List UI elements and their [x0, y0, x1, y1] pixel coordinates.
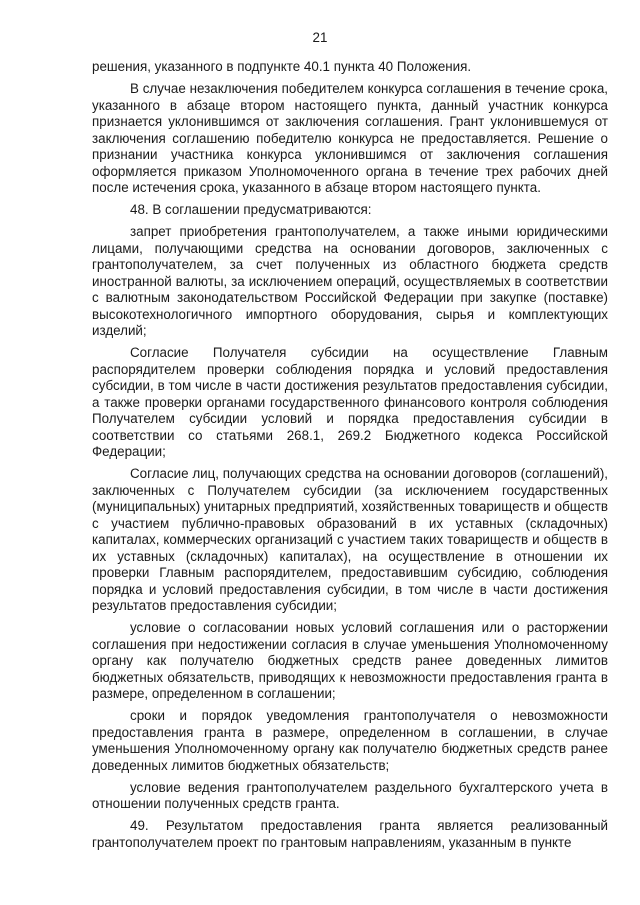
- paragraph-third-party-consent: Согласие лиц, получающих средства на основании договоров (соглашений), заключенных с Получателем субсидии (за исключением государственных (муниципальных) унитарных предприятий, хозяйственных товариществ и обществ с участием публично-правовых образований в их уставных (складочных) капиталах, коммерческих организаций с участием таких товариществ и обществ в их уставных (складочных) капиталах), на осуществление в отношении их проверки Главным распорядителем, предоставившим субсидию, соблюдения порядка и условий предоставления субсидии, в том числе в части достижения результатов предоставления субсидии;: [92, 466, 608, 613]
- paragraph-recipient-consent: Согласие Получателя субсидии на осуществление Главным распорядителем проверки соблюдения порядка и условий предоставления субсидии, в том числе в части достижения результатов предоставления субсидии, а также проверки органами государственного финансового контроля соблюдения Получателем субсидии условий и порядка предоставления субсидии в соответствии со статьями 268.1, 269.2 Бюджетного кодекса Российской Федерации;: [92, 345, 608, 459]
- paragraph-new-conditions: условие о согласовании новых условий соглашения или о расторжении соглашения при недостижении согласия в случае уменьшения Уполномоченному органу как получателю бюджетных средств ранее доведенных лимитов бюджетных обязательств, приводящих к невозможности предоставления гранта в размере, определенном в соглашении;: [92, 620, 608, 701]
- paragraph-separate-accounting: условие ведения грантополучателем раздельного бухгалтерского учета в отношении полученных средств гранта.: [92, 779, 608, 811]
- paragraph-evasion: В случае незаключения победителем конкурса соглашения в течение срока, указанного в абзаце втором настоящего пункта, данный участник конкурса признается уклонившимся от заключения соглашения. Грант уклонившемуся от заключения соглашению победителю конкурса не предоставляется. Решение о признании участника конкурса уклонившимся от заключения соглашения оформляется приказом Уполномоченного органа в течение трех рабочих дней после истечения срока, указанного в абзаце втором настоящего пункта.: [92, 81, 608, 195]
- paragraph-currency-ban: запрет приобретения грантополучателем, а также иными юридическими лицами, получающими средства на основании договоров, заключенных с грантополучателем, за счет полученных из областного бюджета средств иностранной валюты, за исключением операций, осуществляемых в соответствии с валютным законодательством Российской Федерации при закупке (поставке) высокотехнологичного импортного оборудования, сырья и комплектующих изделий;: [92, 224, 608, 338]
- paragraph-item-48-heading: 48. В соглашении предусматриваются:: [130, 202, 372, 217]
- paragraph-item-49: 49. Результатом предоставления гранта является реализованный грантополучателем проект по грантовым направлениям, указанным в пункте: [92, 818, 608, 850]
- paragraph-continuation: решения, указанного в подпункте 40.1 пункта 40 Положения.: [92, 59, 472, 74]
- paragraph-notification-terms: сроки и порядок уведомления грантополучателя о невозможности предоставления гранта в размере, определенном в соглашении, в случае уменьшения Уполномоченному органу как получателю бюджетных средств ранее доведенных лимитов бюджетных обязательств;: [92, 708, 608, 773]
- document-body: [92, 59, 608, 857]
- page-number: 21: [312, 30, 328, 45]
